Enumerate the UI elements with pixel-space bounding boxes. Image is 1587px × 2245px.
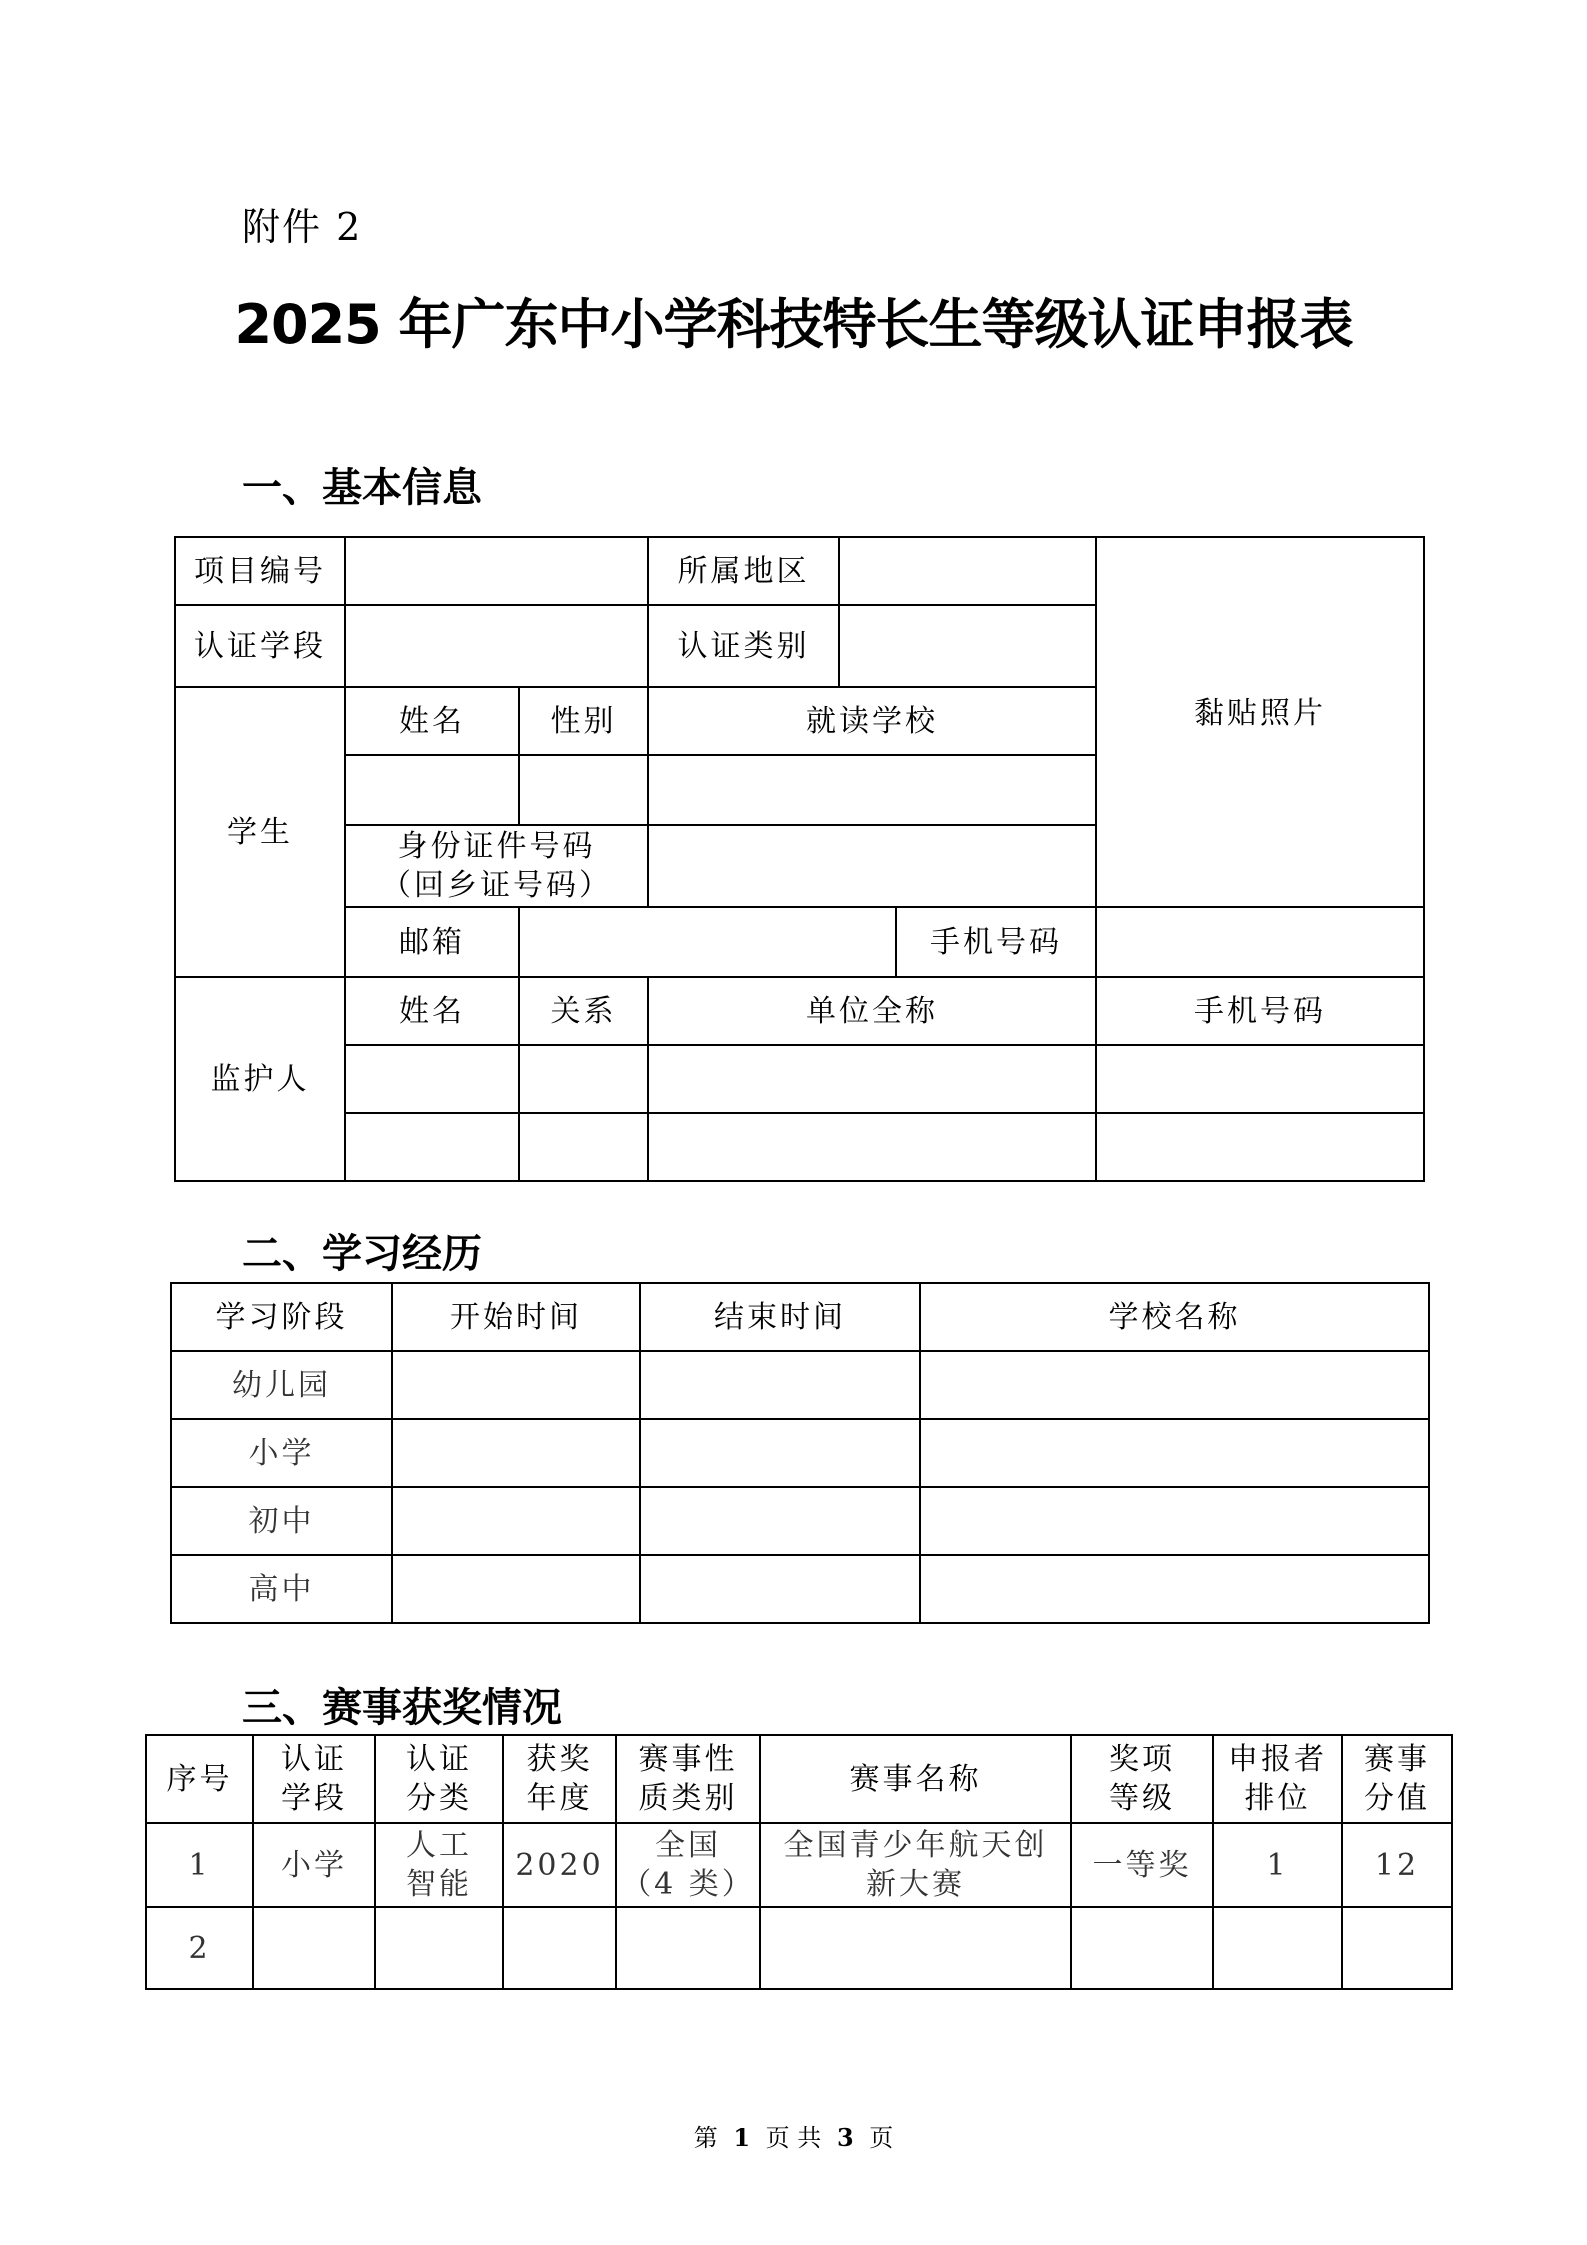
col-line2: 年度	[526, 1781, 593, 1816]
col-line2: 分类	[406, 1781, 472, 1816]
edu-school-field[interactable]	[920, 1555, 1429, 1623]
award-col-rank	[1213, 1735, 1342, 1823]
id-number-label-line1: 身份证件号码	[397, 829, 596, 864]
award-row1-rank[interactable]: 1	[1213, 1823, 1342, 1907]
guardian1-name-field[interactable]	[345, 1045, 519, 1113]
award-row2-no: 2	[146, 1907, 253, 1989]
footer-total-pages: 3	[836, 2123, 854, 2152]
edu-end-field[interactable]	[640, 1419, 920, 1487]
cell-line2: 智能	[406, 1867, 472, 1902]
edu-school-field[interactable]	[920, 1487, 1429, 1555]
award-row1-no: 1	[146, 1823, 253, 1907]
col-line2: 质类别	[638, 1781, 738, 1816]
cell-line2: 新大赛	[866, 1867, 965, 1902]
award-row2-name[interactable]	[760, 1907, 1071, 1989]
edu-end-field[interactable]	[640, 1487, 920, 1555]
project-no-label: 项目编号	[175, 537, 345, 605]
guardian-unit-header: 单位全称	[648, 977, 1096, 1045]
edu-stage-primary: 小学	[171, 1419, 392, 1487]
guardian2-relation-field[interactable]	[519, 1113, 648, 1181]
award-row1-category[interactable]	[375, 1823, 503, 1907]
cell-line1: 全国青少年航天创	[783, 1828, 1048, 1863]
col-line1: 赛事	[1364, 1742, 1430, 1777]
guardian-label: 监护人	[175, 977, 345, 1181]
section-basic-info-heading: 一、基本信息	[242, 465, 482, 511]
student-phone-field[interactable]	[1096, 907, 1424, 977]
col-line2: 学段	[281, 1781, 347, 1816]
award-col-name	[760, 1735, 1071, 1823]
education-table	[170, 1282, 1430, 1624]
award-row2-score[interactable]	[1342, 1907, 1452, 1989]
edu-start-field[interactable]	[392, 1555, 640, 1623]
guardian-name-header: 姓名	[345, 977, 519, 1045]
cell-line1: 全国	[655, 1828, 721, 1863]
stage-label: 认证学段	[175, 605, 345, 687]
award-row1-stage[interactable]: 小学	[253, 1823, 375, 1907]
photo-area[interactable]	[1096, 537, 1424, 907]
edu-school-field[interactable]	[920, 1351, 1429, 1419]
award-col-category	[375, 1735, 503, 1823]
student-name-header: 姓名	[345, 687, 519, 755]
award-col-year	[503, 1735, 616, 1823]
award-col-level	[1071, 1735, 1213, 1823]
guardian1-relation-field[interactable]	[519, 1045, 648, 1113]
award-row	[146, 1907, 1452, 1989]
edu-stage-senior: 高中	[171, 1555, 392, 1623]
guardian-phone-header: 手机号码	[1096, 977, 1424, 1045]
attachment-label: 附件 2	[242, 205, 363, 249]
award-row2-year[interactable]	[503, 1907, 616, 1989]
awards-table	[145, 1734, 1453, 1990]
edu-stage-kindergarten: 幼儿园	[171, 1351, 392, 1419]
footer-middle: 页 共	[765, 2124, 822, 2152]
student-gender-field[interactable]	[519, 755, 648, 825]
award-col-score	[1342, 1735, 1452, 1823]
award-col-nature	[616, 1735, 760, 1823]
photo-label: 黏贴照片	[1194, 696, 1326, 731]
edu-col-school: 学校名称	[920, 1283, 1429, 1351]
region-field[interactable]	[839, 537, 1096, 605]
footer-suffix: 页	[869, 2124, 894, 2152]
edu-school-field[interactable]	[920, 1419, 1429, 1487]
guardian2-unit-field[interactable]	[648, 1113, 1096, 1181]
cell-line1: 人工	[406, 1828, 472, 1863]
project-no-field[interactable]	[345, 537, 648, 605]
section-awards-heading: 三、赛事获奖情况	[242, 1685, 562, 1731]
award-col-stage	[253, 1735, 375, 1823]
page-footer	[0, 2118, 1587, 2153]
cell-line2: （4 类）	[621, 1867, 755, 1902]
award-row	[146, 1823, 1452, 1907]
footer-prefix: 第	[693, 2124, 718, 2152]
award-row2-level[interactable]	[1071, 1907, 1213, 1989]
award-row2-nature[interactable]	[616, 1907, 760, 1989]
edu-end-field[interactable]	[640, 1351, 920, 1419]
student-school-header: 就读学校	[648, 687, 1096, 755]
award-row1-nature[interactable]	[616, 1823, 760, 1907]
id-number-label	[345, 825, 648, 907]
student-school-field[interactable]	[648, 755, 1096, 825]
edu-start-field[interactable]	[392, 1351, 640, 1419]
footer-page-number: 1	[733, 2123, 751, 2152]
award-col-name-text: 赛事名称	[849, 1761, 982, 1797]
award-row1-score[interactable]: 12	[1342, 1823, 1452, 1907]
id-number-field[interactable]	[648, 825, 1096, 907]
award-col-no-text: 序号	[166, 1761, 233, 1797]
award-row1-name[interactable]	[760, 1823, 1071, 1907]
category-field[interactable]	[839, 605, 1096, 687]
edu-col-start: 开始时间	[392, 1283, 640, 1351]
stage-field[interactable]	[345, 605, 648, 687]
student-label: 学生	[175, 687, 345, 977]
award-col-no	[146, 1735, 253, 1823]
section-education-heading: 二、学习经历	[242, 1231, 482, 1277]
col-line1: 奖项	[1109, 1742, 1175, 1777]
col-line2: 分值	[1364, 1781, 1430, 1816]
edu-col-stage: 学习阶段	[171, 1283, 392, 1351]
guardian1-phone-field[interactable]	[1096, 1045, 1424, 1113]
col-line2: 等级	[1109, 1781, 1175, 1816]
award-row2-rank[interactable]	[1213, 1907, 1342, 1989]
basic-info-table	[174, 536, 1425, 1182]
edu-stage-junior: 初中	[171, 1487, 392, 1555]
email-phone-row	[519, 907, 1096, 977]
region-label: 所属地区	[648, 537, 839, 605]
edu-start-field[interactable]	[392, 1487, 640, 1555]
email-label: 邮箱	[345, 907, 519, 977]
guardian1-unit-field[interactable]	[648, 1045, 1096, 1113]
col-line2: 排位	[1244, 1781, 1311, 1816]
award-row2-stage[interactable]	[253, 1907, 375, 1989]
col-line1: 认证	[281, 1742, 347, 1777]
col-line1: 赛事性	[638, 1742, 738, 1777]
student-phone-label: 手机号码	[930, 924, 1062, 960]
student-name-field[interactable]	[345, 755, 519, 825]
edu-start-field[interactable]	[392, 1419, 640, 1487]
guardian-relation-header: 关系	[519, 977, 648, 1045]
col-line1: 认证	[406, 1742, 472, 1777]
email-field[interactable]	[520, 908, 897, 976]
award-row2-category[interactable]	[375, 1907, 503, 1989]
student-gender-header: 性别	[519, 687, 648, 755]
guardian2-name-field[interactable]	[345, 1113, 519, 1181]
col-line1: 获奖	[526, 1742, 593, 1777]
guardian2-phone-field[interactable]	[1096, 1113, 1424, 1181]
category-label: 认证类别	[648, 605, 839, 687]
edu-end-field[interactable]	[640, 1555, 920, 1623]
col-line1: 申报者	[1228, 1742, 1327, 1777]
edu-col-end: 结束时间	[640, 1283, 920, 1351]
id-number-label-line2: （回乡证号码）	[381, 868, 612, 903]
award-row1-level[interactable]: 一等奖	[1071, 1823, 1213, 1907]
page-title: 2025 年广东中小学科技特长生等级认证申报表	[234, 293, 1353, 356]
award-row1-year[interactable]: 2020	[503, 1823, 616, 1907]
